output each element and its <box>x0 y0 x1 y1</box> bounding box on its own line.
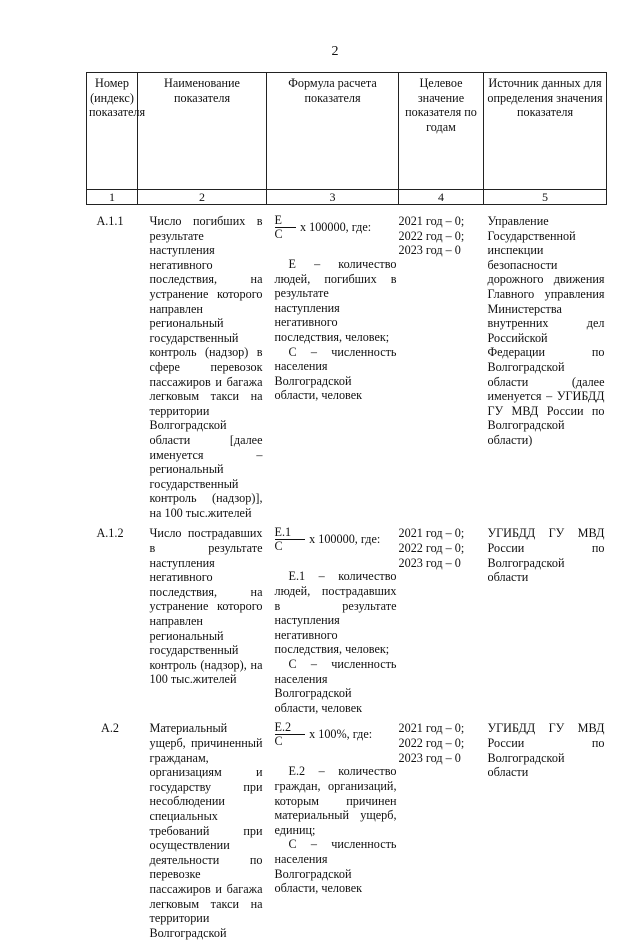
header-index: Номер (индекс) показателя <box>87 73 138 190</box>
header-formula: Формула расчета показателя <box>267 73 399 190</box>
formula-multiplier: х 100000, где: <box>299 220 372 235</box>
indicator-formula <box>267 205 399 521</box>
formula-multiplier: х 100000, где: <box>309 532 381 547</box>
indicator-name: Число погибших в результате наступления негативного последствия, на устранение которого направлен региональный государственный контроль (надзор) в сфере перевозок пассажиров и багажа легковым такси на территории Волгоградской области [далее именуется – региональный государственный контроль (надзор)], на 100 тыс.жителей <box>149 214 263 520</box>
indicators-table <box>86 72 607 940</box>
formula-definition: С – численность населения Волгоградской области, человек <box>274 344 397 403</box>
fraction-denominator: С <box>274 734 283 749</box>
fraction-numerator: Е.1 <box>275 526 306 540</box>
indicator-name: Число пострадавших в результате наступления негативного последствия, на устранение которого направлен региональный государственный контроль (надзор), на 100 тыс.жителей <box>149 526 263 687</box>
target-values: 2021 год – 0; 2022 год – 0; 2023 год – 0 <box>398 721 465 765</box>
page-number: 2 <box>331 44 339 59</box>
formula-definition: С – численность населения Волгоградской области, человек <box>274 837 397 896</box>
fraction-numerator: Е <box>275 214 296 228</box>
column-number: 2 <box>138 190 267 205</box>
table-row <box>87 715 607 940</box>
formula-expression <box>275 526 397 553</box>
target-values: 2021 год – 0; 2022 год – 0; 2023 год – 0 <box>398 214 465 258</box>
formula-multiplier: х 100%, где: <box>309 727 373 742</box>
fraction <box>275 526 306 553</box>
indicator-formula <box>267 520 399 715</box>
column-number: 3 <box>267 190 399 205</box>
column-number-row <box>87 190 607 205</box>
fraction-denominator: С <box>274 227 283 241</box>
formula-definition: Е – количество людей, погибших в результате наступления негативного последствия, человек; <box>274 257 397 344</box>
header-target: Целевое значение показателя по годам <box>399 73 484 190</box>
data-source: Управление Государственной инспекции безопасности дорожного движения Главного управления Министерства внутренних дел Российской Федерации по Волгоградской области (далее именуется – УГИБДД ГУ МВД России по Волгоградской области) <box>487 214 605 447</box>
fraction-denominator: С <box>274 539 283 554</box>
header-name: Наименование показателя <box>138 73 267 190</box>
fraction-numerator: Е.2 <box>275 721 306 735</box>
table-row <box>87 205 607 521</box>
fraction <box>275 214 296 241</box>
header-source: Источник данных для определения значения показателя <box>484 73 607 190</box>
indicator-index: А.1.1 <box>96 214 124 228</box>
table-row <box>87 520 607 715</box>
indicator-index: А.2 <box>101 721 119 736</box>
column-number: 1 <box>87 190 138 205</box>
table-header-row <box>87 73 607 190</box>
formula-definition: С – численность населения Волгоградской области, человек <box>274 657 397 715</box>
indicator-name: Материальный ущерб, причиненный гражданам, организациям и государству при несоблюдении специальных требований при осуществлении деятельности по перевозке пассажиров и багажа легковым такси на территории Волгоградской <box>149 721 263 940</box>
indicator-formula <box>267 715 399 940</box>
fraction <box>275 721 306 748</box>
formula-expression <box>275 721 397 748</box>
formula-expression <box>275 214 397 241</box>
data-source: УГИБДД ГУ МВД России по Волгоградской области <box>487 721 605 780</box>
target-values: 2021 год – 0; 2022 год – 0; 2023 год – 0 <box>398 526 465 570</box>
formula-definition: Е.2 – количество граждан, организаций, которым причинен материальный ущерб, единиц; <box>274 764 397 837</box>
indicator-index: А.1.2 <box>96 526 124 541</box>
column-number: 5 <box>484 190 607 205</box>
column-number: 4 <box>399 190 484 205</box>
data-source: УГИБДД ГУ МВД России по Волгоградской области <box>487 526 605 585</box>
formula-definition: Е.1 – количество людей, пострадавших в результате наступления негативного последствия, человек; <box>274 569 397 657</box>
